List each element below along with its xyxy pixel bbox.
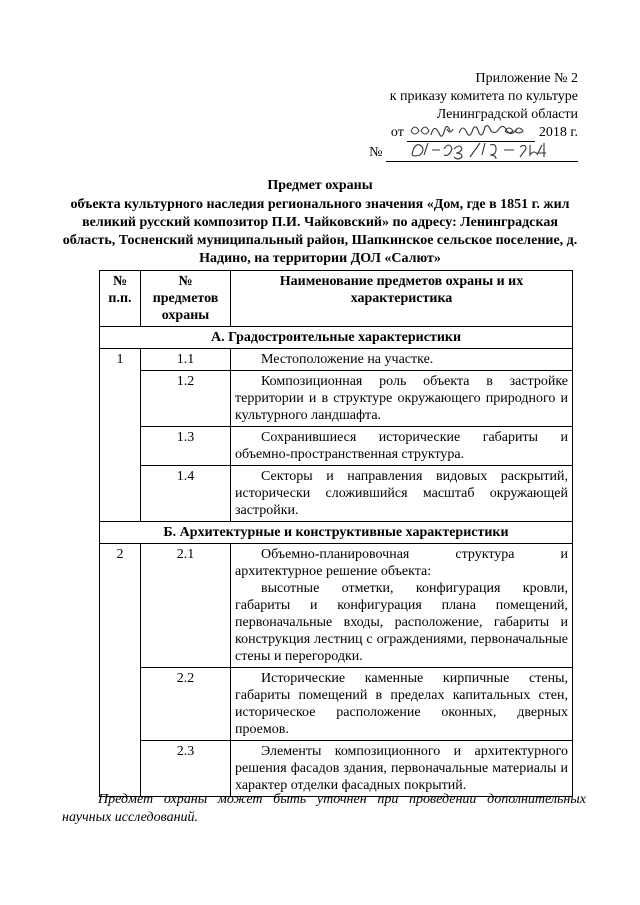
item-number: 1.2 — [141, 371, 231, 427]
section-row — [100, 522, 573, 544]
section-title-b: Б. Архитектурные и конструктивные характеристики — [100, 522, 573, 544]
table-header-row — [100, 271, 573, 327]
title-object-description: объекта культурного наследия регионального значения «Дом, где в 1851 г. жил великий русский композитор П.И. Чайковский» по адресу: Ленинградская область, Тосненский муниципальный район, Шапкинское сельское поселение, д. Надино, на территории ДОЛ «Салют» — [62, 197, 578, 266]
order-reference: к приказу комитета по культуре — [389, 89, 578, 104]
table-row — [100, 668, 573, 741]
item-number: 1.3 — [141, 427, 231, 466]
table-row — [100, 427, 573, 466]
region-name: Ленинградской области — [436, 107, 578, 122]
handwritten-number-image — [386, 141, 578, 161]
handwritten-date-image — [407, 121, 535, 141]
col-header-name: Наименование предметов охраны и их характеристика — [231, 271, 573, 327]
document-title — [62, 177, 578, 268]
section-number: 2 — [100, 544, 141, 797]
appendix-header — [318, 70, 578, 162]
date-year: 2018 г. — [538, 125, 578, 140]
item-description: Исторические каменные кирпичные стены, габариты помещений в пределах капитальных стен, историческое расположение оконных, дверных проемов. — [231, 668, 573, 741]
col-header-item-number: № предметов охраны — [141, 271, 231, 327]
item-description: Местоположение на участке. — [231, 349, 573, 371]
section-row — [100, 327, 573, 349]
date-prefix: от — [390, 125, 404, 140]
item-number: 2.3 — [141, 741, 231, 797]
appendix-number: Приложение № 2 — [475, 71, 578, 86]
order-date-line — [318, 124, 578, 142]
title-heading: Предмет охраны — [267, 178, 373, 193]
number-handwritten — [386, 145, 578, 162]
item-description: Сохранившиеся исторические габариты и объемно-пространственная структура. — [231, 427, 573, 466]
table-row — [100, 371, 573, 427]
item-number: 1.4 — [141, 466, 231, 522]
item-description-details: высотные отметки, конфигурация кровли, габариты и конфигурация плана помещений, первоначальные входы, расположение, габариты и конструкция лестниц с ограждениями, первоначальные стены и перегородки. — [235, 581, 568, 664]
item-number: 2.1 — [141, 544, 231, 668]
item-description-lead: Объемно-планировочная структура и архитектурное решение объекта: — [235, 547, 568, 579]
item-number: 2.2 — [141, 668, 231, 741]
order-number-line — [318, 144, 578, 162]
table-row — [100, 466, 573, 522]
item-description: Элементы композиционного и архитектурного решения фасадов здания, первоначальные материалы и характер отделки фасадных покрытий. — [231, 741, 573, 797]
item-number: 1.1 — [141, 349, 231, 371]
protection-table — [99, 270, 573, 797]
table-row — [100, 544, 573, 668]
col-header-number: № п.п. — [100, 271, 141, 327]
item-description: Секторы и направления видовых раскрытий, исторически сложившийся масштаб окружающей застройки. — [231, 466, 573, 522]
section-title-a: А. Градостроительные характеристики — [100, 327, 573, 349]
table-row — [100, 349, 573, 371]
item-description — [231, 544, 573, 668]
table-row — [100, 741, 573, 797]
item-description: Композиционная роль объекта в застройке территории и в структуре окружающего природного и культурного ландшафта. — [231, 371, 573, 427]
number-prefix: № — [369, 145, 383, 160]
footer-note: Предмет охраны может быть уточнен при проведении дополнительных научных исследований. — [62, 792, 586, 825]
date-handwritten — [407, 125, 535, 142]
section-number: 1 — [100, 349, 141, 522]
